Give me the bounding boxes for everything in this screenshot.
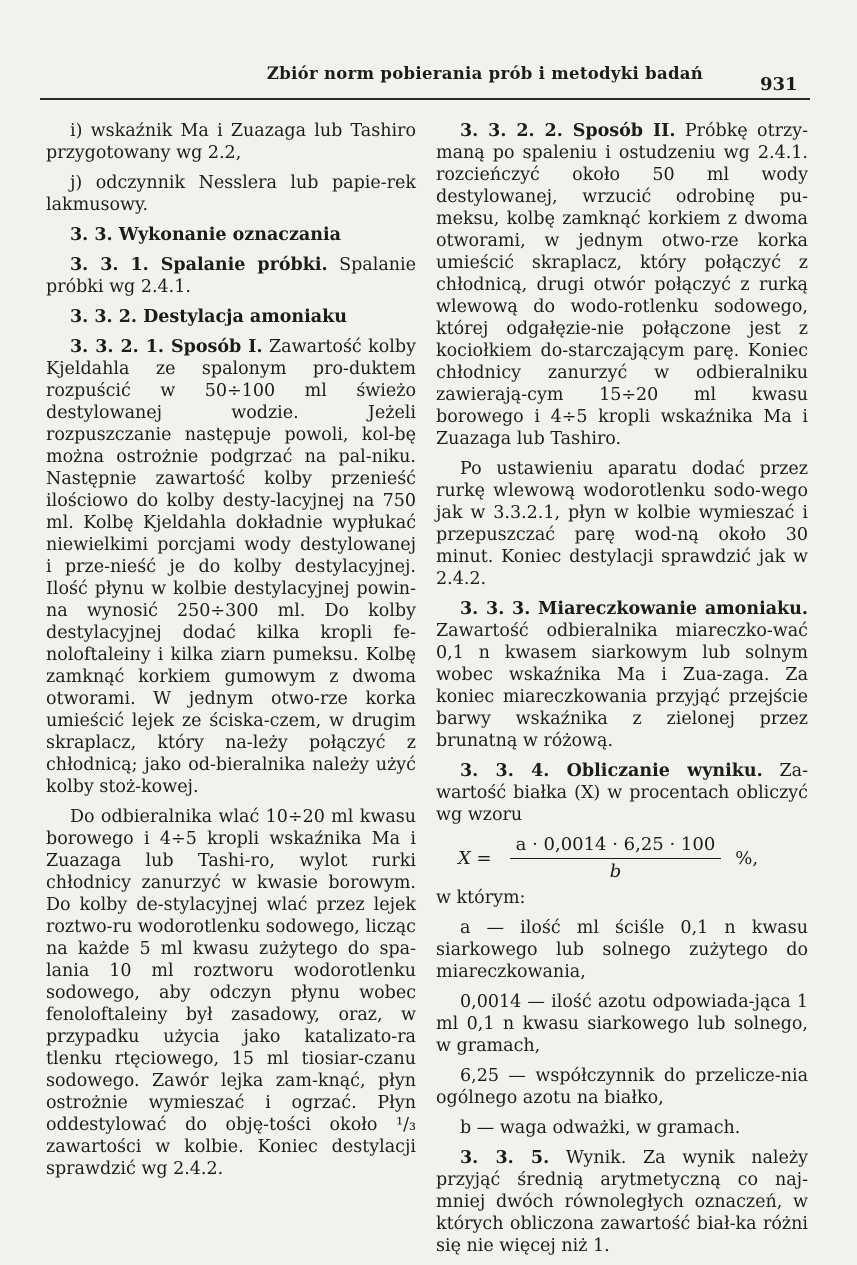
heading-3-3-2-2: 3. 3. 2. 2. Sposób II. (460, 121, 676, 141)
section-heading-3-3-2: 3. 3. 2. Destylacja amoniaku (70, 307, 347, 327)
heading-3-3-3: 3. 3. 3. Miareczkowanie amoniaku. (460, 599, 808, 619)
paragraph-3-3-2-2 (436, 120, 808, 450)
definition-0014: 0,0014 — ilość azotu odpowiada-jąca 1 ml 0,1 n kwasu siarkowego lub solnego, w gramach, (436, 992, 808, 1056)
left-column (46, 120, 416, 1188)
formula-fraction (510, 834, 722, 883)
text-3-3-3: Zawartość odbieralnika miareczko-wać 0,1 n kwasem siarkowym lub solnym wobec wskaźnika Ma i Zua-zaga. Za koniec miareczkowania przyjąć przejście barwy wskaźnika z zielonej przez brunatną w różową. (436, 621, 808, 751)
where-label: w którym: (436, 888, 526, 908)
heading-3-3-4: 3. 3. 4. Obliczanie wyniku. (460, 761, 763, 781)
formula-unit: %, (735, 847, 759, 869)
paragraph-3-3-3 (436, 598, 808, 752)
paragraph-3-3-5 (436, 1147, 808, 1257)
text-3-3-5: Wynik. Za wynik należy przyjąć średnią arytmetyczną co naj-mniej dwóch równoległych oznaczeń, w których obliczona zawartość biał-ka różni się nie więcej niż 1. (436, 1148, 808, 1256)
list-item-j: j) odczynnik Nesslera lub papie-rek lakmusowy. (46, 173, 416, 215)
paragraph-3-3-2-1-continued: Do odbieralnika wlać 10÷20 ml kwasu borowego i 4÷5 kropli wskaźnika Ma i Zuazaga lub Tashi-ro, wylot rurki chłodnicy zanurzyć w kwasie borowym. Do kolby de-stylacyjnej wlać przez lejek roztwo-ru wodorotlenku sodowego, licząc na każde 5 ml kwasu zużytego do spa-lania 10 ml roztworu wodorotlenku sodowego, aby odczyn płynu wobec fenoloftaleiny był zasadowy, oraz, w przypadku użycia jako katalizato-ra tlenku rtęciowego, 15 ml tiosiar-czanu sodowego. Zawór lejka zam-knąć, płyn ostrożnie wymieszać i ogrzać. Płyn oddestylować do obję-tości około ¹/₃ zawartości w kolbie. Koniec destylacji sprawdzić wg 2.4.2. (46, 807, 416, 1179)
list-item-i: i) wskaźnik Ma i Zuazaga lub Tashiro przygotowany wg 2.2, (46, 121, 416, 163)
heading-3-3-1: 3. 3. 1. Spalanie próbki. (70, 255, 328, 275)
paragraph-3-3-2-2-continued: Po ustawieniu aparatu dodać przez rurkę wlewową wodorotlenku sodo-wego jak w 3.3.2.1, płyn w kolbie wymieszać i przepuszczać parę wod-ną około 30 minut. Koniec destylacji sprawdzić jak w 2.4.2. (436, 459, 808, 589)
header-rule (40, 98, 810, 100)
formula-numerator: a · 0,0014 · 6,25 · 100 (510, 834, 722, 859)
text-3-3-2-2: Próbkę otrzy-maną po spaleniu i ostudzeniu wg 2.4.1. rozcieńczyć około 50 ml wody destylowanej, wrzucić odrobinę pu-meksu, kolbę zamknąć korkiem z dwoma otworami, w jednym otwo-rze korka umieścić skraplacz, który połączyć z chłodnicą, drugi otwór połączyć z rurką wlewową do wodo-rotlenku sodowego, której odgałęzie-nie połączone jest z kociołkiem do-starczającym parę. Koniec chłodnicy zanurzyć w odbieralniku zawierają-cym 15÷20 ml kwasu borowego i 4÷5 kropli wskaźnika Ma i Zuazaga lub Tashiro. (436, 121, 808, 449)
text-3-3-4: Za-wartość białka (X) w procentach obliczyć wg wzoru (436, 761, 808, 825)
formula-lhs: X = (458, 847, 492, 869)
heading-3-3-5: 3. 3. 5. (460, 1148, 550, 1168)
right-column (436, 120, 808, 1265)
paragraph-3-3-4 (436, 760, 808, 826)
heading-3-3-2-1: 3. 3. 2. 1. Sposób I. (70, 337, 263, 357)
formula-denominator: b (609, 861, 622, 882)
running-header: Zbiór norm pobierania prób i metodyki badań (266, 64, 704, 83)
text-3-3-2-1: Zawartość kolby Kjeldahla ze spalonym pro-duktem rozpuścić w 50÷100 ml świeżo destylowanej wodzie. Jeżeli rozpuszczanie następuje powoli, kol-bę można ostrożnie podgrzać na pal-niku. Następnie zawartość kolby przenieść ilościowo do kolby desty-lacyjnej na 750 ml. Kolbę Kjeldahla dokładnie wypłukać niewielkimi porcjami wody destylowanej i prze-nieść je do kolby destylacyjnej. Ilość płynu w kolbie destylacyjnej powin-na wynosić 250÷300 ml. Do kolby destylacyjnej dodać kilka kropli fe-noloftaleiny i kilka ziarn pumeksu. Kolbę zamknąć korkiem gumowym z dwoma otworami. W jednym otwo-rze korka umieścić lejek ze ściska-czem, w drugim skraplacz, który na-leży połączyć z chłodnicą; jako od-bieralnika należy użyć kolby stoż-kowej. (46, 337, 416, 797)
definition-a: a — ilość ml ściśle 0,1 n kwasu siarkowego lub solnego zużytego do miareczkowania, (436, 918, 808, 982)
definition-625: 6,25 — współczynnik do przelicze-nia ogólnego azotu na białko, (436, 1066, 808, 1108)
protein-formula (458, 834, 808, 883)
paragraph-3-3-2-1 (46, 336, 416, 798)
text-3-3-1: Spalanie próbki wg 2.4.1. (46, 255, 416, 297)
section-heading-3-3: 3. 3. Wykonanie oznaczania (70, 225, 341, 245)
page-number: 931 (760, 74, 798, 95)
definition-b: b — waga odważki, w gramach. (460, 1118, 741, 1138)
paragraph-3-3-1 (46, 254, 416, 298)
